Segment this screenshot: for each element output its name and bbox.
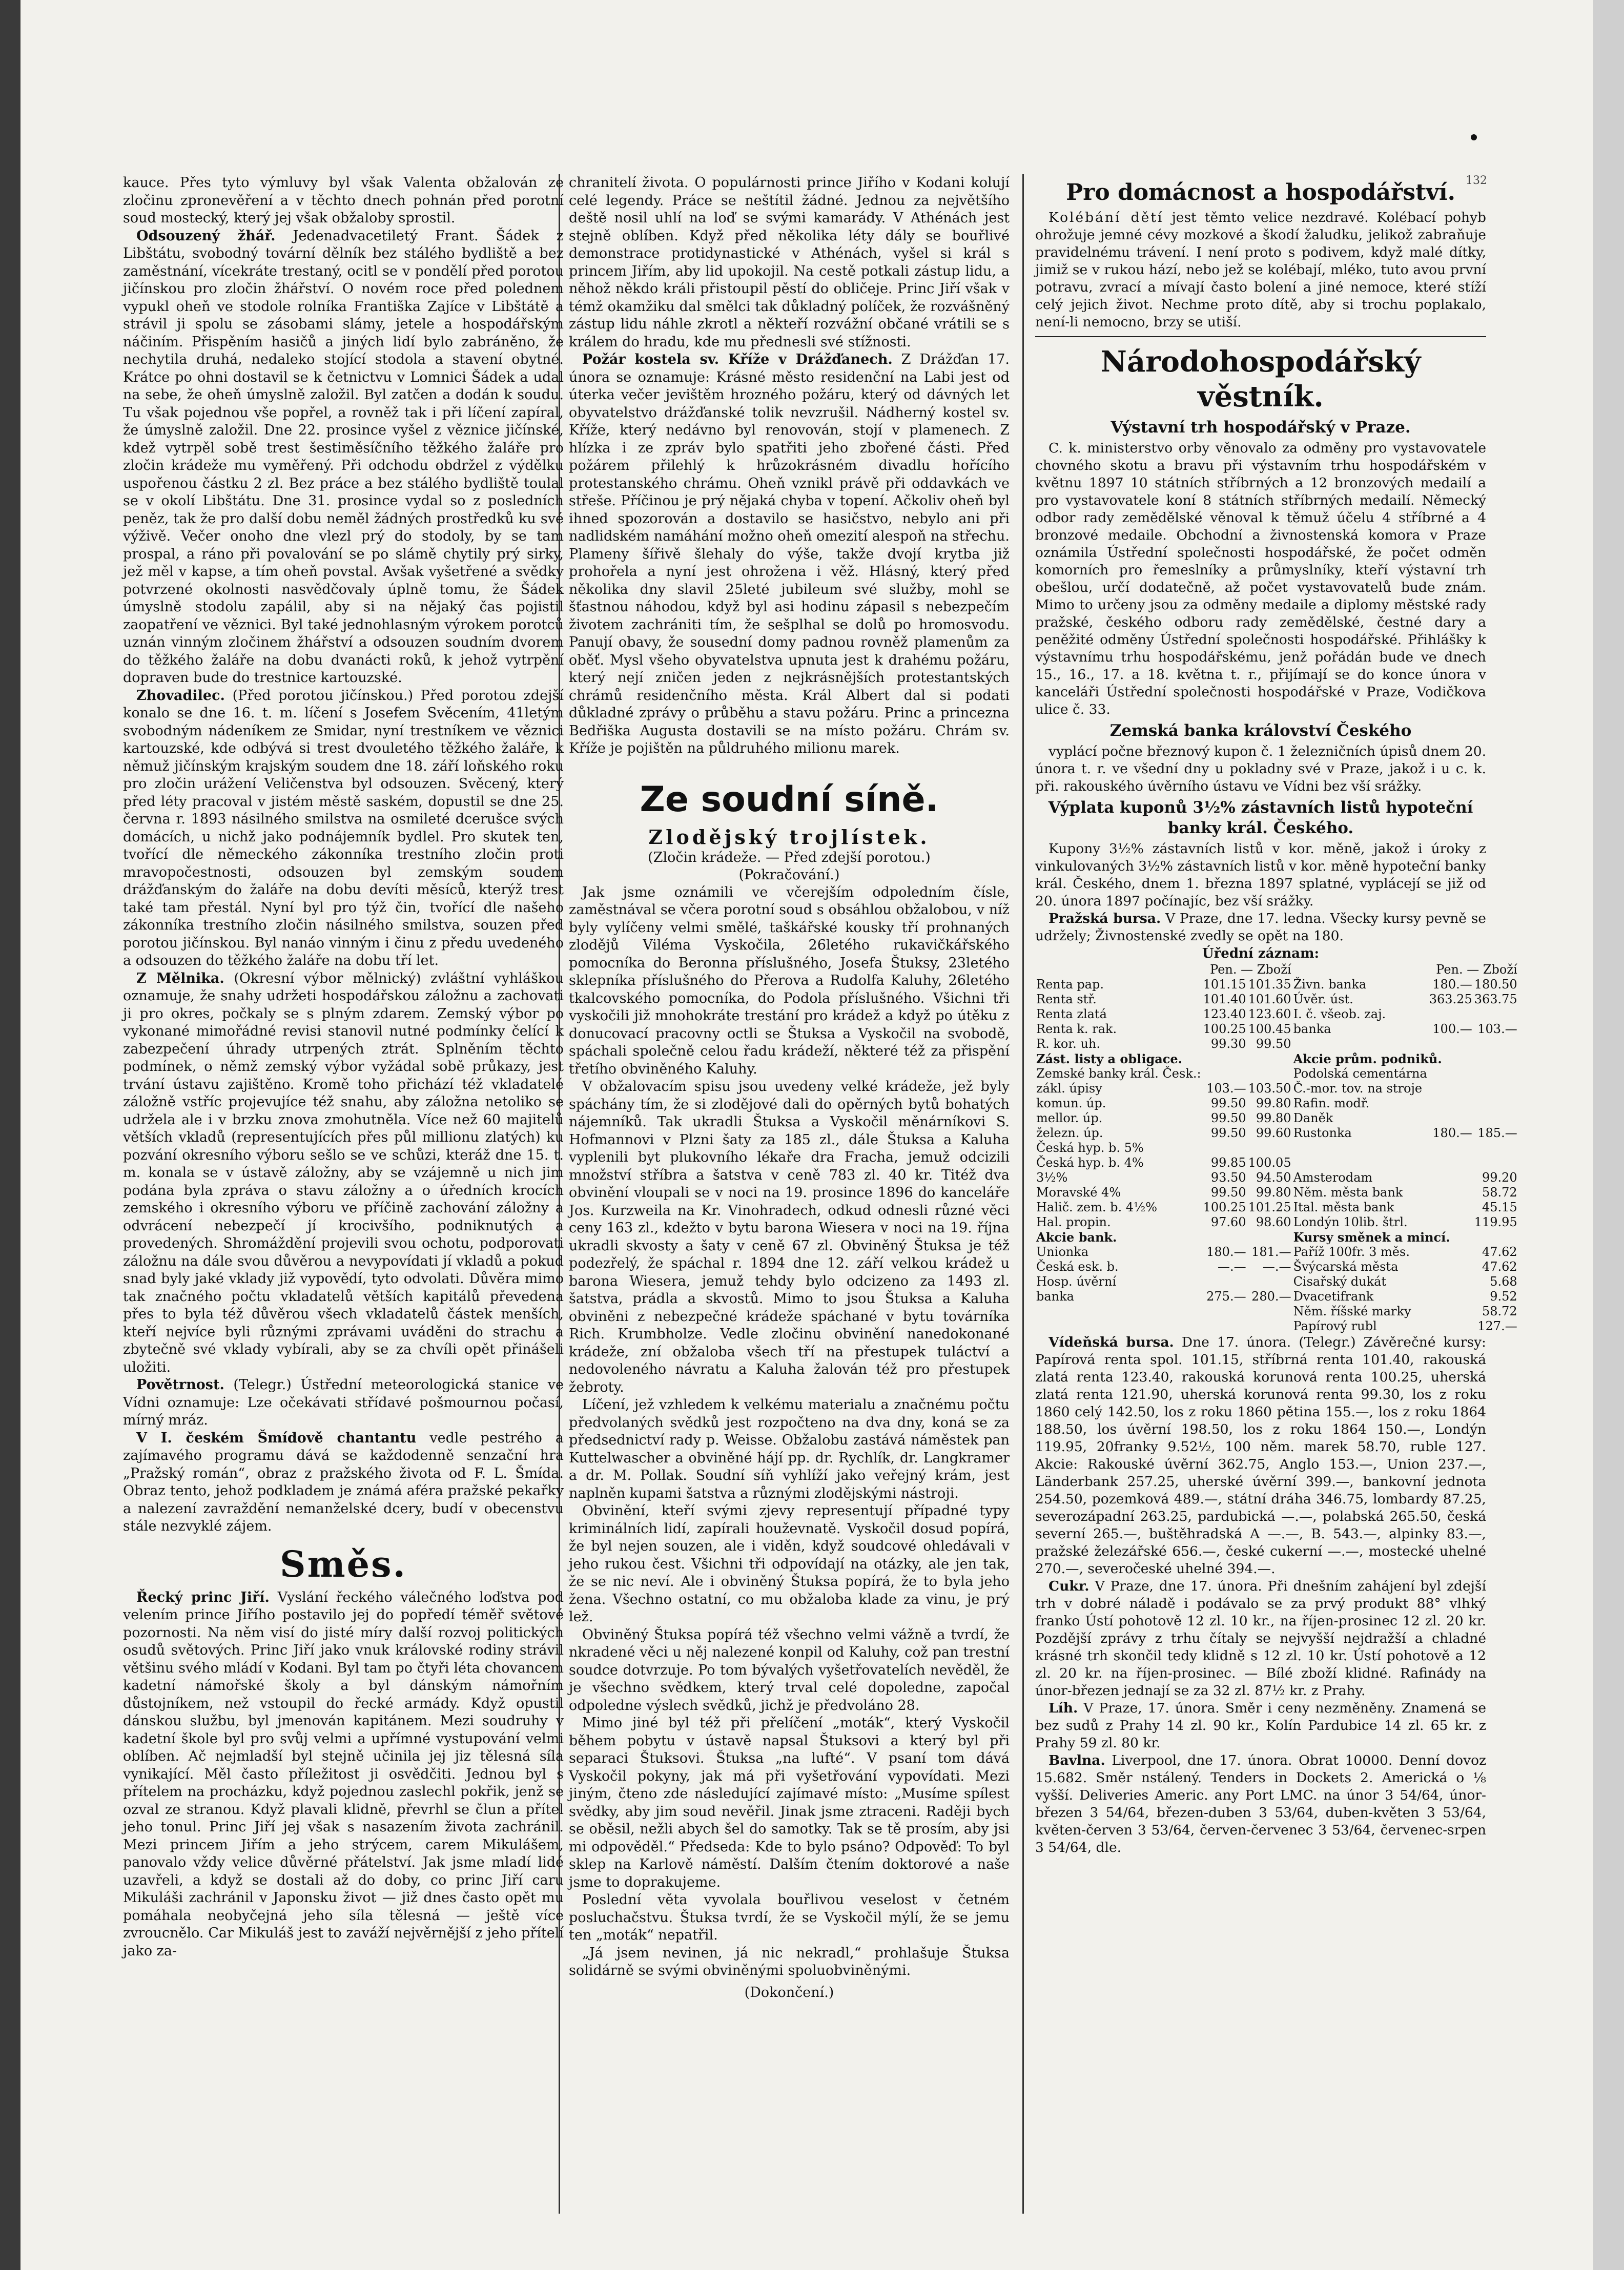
table-row [1035, 1081, 1518, 1096]
table-cell: 185.— [1477, 1126, 1517, 1140]
table-cell: 9.52 [1490, 1289, 1517, 1304]
table-body [1035, 1066, 1518, 1230]
table-cell [1473, 1037, 1518, 1051]
article-body: V Praze, 17. února. Směr i ceny nezměněny. Znamená se bez sudů z Prahy 14 zl. 90 kr., Kolín Pardubice 14 zl. 65 kr. z Prahy 59 zl. 80 kr. [1035, 1700, 1486, 1751]
article-princ-jiri [123, 1589, 564, 1961]
table-cell: 100.— [1432, 1022, 1472, 1036]
table-cell: Hosp. úvěrní [1036, 1274, 1117, 1289]
table-cell: 99.50 [1210, 1126, 1246, 1140]
page-number: 132 [1466, 174, 1487, 187]
table-row [1035, 1304, 1518, 1319]
table-cell: —.— [1217, 1260, 1246, 1274]
table-cell: Londýn 10lib. štrl. [1293, 1215, 1408, 1229]
column-header: Pen. — Zboží [1210, 962, 1291, 977]
table-cell: 275.— [1206, 1289, 1246, 1304]
table-cell: Č.-mor. tov. na stroje [1293, 1081, 1423, 1096]
article-body: Liverpool, dne 17. února. Obrat 10000. Denní dovoz 15.682. Směr nstálený. Tenders in Dockets 2. Americká o ⅛ vyšší. Deliveries Americ. any Port LMC. na únor 3 54/64, únor-březen 3 54/64, březen-duben 3 53/64, duben-květen 3 53/64, květen-červen 3 53/64, červen-červenec 3 53/64, červenec-srpen 3 54/64, dle. [1035, 1752, 1486, 1855]
column-middle [569, 174, 1010, 2214]
article-lead: Povětrnost. [136, 1377, 224, 1393]
article-lead: Kolébání dětí [1049, 210, 1164, 225]
column-header: Pen. — Zboží [1436, 962, 1517, 977]
table-cell: Živn. banka [1293, 977, 1367, 992]
table-cell: 99.50 [1210, 1111, 1246, 1125]
article-lead: Řecký princ Jiří. [136, 1589, 270, 1605]
scan-right-edge [1593, 0, 1624, 2270]
article-lead: Odsouzený žhář. [136, 228, 276, 244]
paragraph: V obžalovacím spisu jsou uvedeny velké krádeže, jež byly spáchány tím, že si zlodějové dali do opěrných bytů bohatých nájemníků. Tak ukradli Štuksa a Vyskočil měnárníkovi S. Hofmannovi v Plzni šaty za 185 zl., dále Štuksa a Kaluha vyplenili byt plukovního lékaře dra Fracha, jemuž odcizili množství stříbra a šatstva v ceně 783 zl. 40 kr. Titéž dva obvinění vloupali se v noci na 19. prosince 1896 do kanceláře Jos. Kurzweila na Kr. Vinohradech, odkud odnesli různé věci ceny 163 zl., kdežto v bytu barona Wiesera v noci na 19. října ukradli skvosty a šaty v ceně 67 zl. Obviněný Štuksa je též podezřelý, že spáchal r. 1894 dne 12. září velkou krádež u barona Wiesera, jemuž tehdy bylo odcizeno za 1493 zl. šatstva, prádla a skvostů. Mimo to jsou Štuksa a Kaluha obviněni z nebezpečné krádeže spáchané v bytu továrníka Rich. Krumbholze. Vedle zločinu obvinění nanedokonané krádeže, zní obžaloba všech tří na přestupek tuláctví a nedovoleného návratu a Kaluha žalován též pro přestupek žebroty. [569, 1079, 1010, 1395]
table-row [1035, 1155, 1518, 1170]
table-cell: banka [1293, 1022, 1331, 1036]
table-cell: 58.72 [1482, 1304, 1517, 1318]
table-cell: 99.85 [1210, 1155, 1246, 1170]
table-subheading: Akcie bank. [1036, 1230, 1117, 1245]
table-cell [1247, 1274, 1292, 1289]
table-cell: komun. úp. [1036, 1096, 1106, 1110]
table-cell: 99.80 [1256, 1185, 1291, 1200]
section-heading-narodohospodarsky: Národohospodářský věstník. [1100, 345, 1421, 414]
table-cell: 97.60 [1210, 1215, 1246, 1229]
table-cell: 99.50 [1210, 1096, 1246, 1110]
section-heading-soudni-sin: Ze soudní síně. [640, 779, 939, 820]
table-cell: 99.20 [1482, 1170, 1517, 1185]
table-cell: Rafin. modř. [1293, 1096, 1370, 1110]
table-cell: 101.35 [1248, 977, 1291, 992]
table-cell: Rustonka [1293, 1126, 1352, 1140]
table-cell: 99.80 [1256, 1096, 1291, 1110]
table-heading: Úřední záznam: [1202, 946, 1320, 961]
table-cell: Papírový rubl [1293, 1319, 1377, 1333]
table-cell: 99.60 [1256, 1126, 1291, 1140]
paragraph: Kupony 3½% zástavních listů v kor. měně, jakož i úroky z vinkulovaných 3½% zástavních listů v kor. měně hypoteční banky král. Českého, dnem 1. března 1897 splatné, vyplácejí se již od 20. února 1897 počínajíc, bez vší srážky. [1035, 841, 1486, 909]
article-lead: Bavlna. [1049, 1752, 1105, 1768]
divider [1035, 336, 1486, 337]
table-cell: Cisařský dukát [1293, 1274, 1387, 1289]
table-cell: Daněk [1293, 1111, 1333, 1125]
table-cell [1428, 1155, 1473, 1170]
paragraph: C. k. ministerstvo orby věnovalo za odměny pro vystavovatele chovného skotu a bravu při výstavním trhu hospodářském v květnu 1897 10 státních stříbrných a 12 bronzových medailí a pro vystavovatele koní 8 státních stříbrných medailí. Německý odbor rady zemědělské věnoval k těmuž účelu 4 stříbrné a 4 bronzové medaile. Obchodní a živnostenská komora v Praze oznámila Ústřední společnosti hospodářské, že počet odměn komorních pro řemeslníky a průmyslníky, kteří výstavní trh obešlou, určí dodatečně, až počet vystavovatelů bude znám. Mimo to určeny jsou za odměny medaile a diplomy městské rady pražské, českého odboru rady zemědělské, čestné dary a peněžité odměny Ústřední společnosti hospodářské. Přihlášky k výstavnímu trhu hospodářskému, jenž pořádán bude ve dnech 15., 16., 17. a 18. května t. r., přijímají se do konce února v kanceláři Ústřední společnosti hospodářské v Praze, Vodičkova ulice č. 33. [1035, 440, 1486, 717]
continuation-end: (Dokončení.) [744, 1984, 834, 2000]
table-cell [1292, 1155, 1428, 1170]
table-body [1035, 1245, 1518, 1334]
ink-dot [1471, 134, 1477, 140]
article-body: V Praze, dne 17. února. Při dnešním zahájení byl zdejší trh v dobré náladě i podávalo se za prvý produkt 88° vlhký franko Ústí pohotově 12 zl. 10 kr., na říjen-prosinec 12 zl. 20 kr. Pozdější zprávy z trhu čítaly se nejvyšší nejdražší a chladné krásné trh skončil tedy klidně s 12 zl. 10 kr. Ústí pohotově a 12 zl. 20 kr. na říjen-prosinec. — Bílé zboží klidné. Rafinády na únor-březen jednají se za 32 zl. 87½ kr. z Prahy. [1035, 1578, 1486, 1699]
table-cell: 3½% [1036, 1170, 1068, 1185]
table-cell: 101.25 [1248, 1200, 1291, 1214]
table-row [1035, 1126, 1518, 1141]
table-cell: 103.50 [1248, 1081, 1291, 1096]
paragraph: Líčení, jež vzhledem k velkému materialu a značnému počtu předvolaných svědků jest rozpočteno na dva dny, koná se za předsednictví rady p. Weisse. Obžalobu zastává náměstek pan Kuttelwascher a obviněné hájí pp. dr. Rychlík, dr. Langkramer a dr. M. Pollak. Soudní síň vyhlíží jako veřejný krám, jest naplněn kupami šatstva a různými zlodějskými nástroji. [569, 1397, 1010, 1501]
table-cell: Česká hyp. b. 5% [1036, 1141, 1144, 1155]
table-row [1035, 1274, 1518, 1289]
article-lead: Cukr. [1049, 1578, 1089, 1594]
table-subhead [1035, 1051, 1518, 1066]
table-subheading: Kursy směnek a mincí. [1293, 1230, 1450, 1245]
table-cell: Amsterodam [1293, 1170, 1373, 1185]
table-cell: železn. úp. [1036, 1126, 1103, 1140]
table-cell [1428, 1289, 1473, 1304]
table-row [1035, 1022, 1518, 1037]
article-lead: Z Mělnika. [136, 970, 224, 986]
article-pozar [569, 351, 1010, 758]
table-cell: Česká hyp. b. 4% [1036, 1155, 1144, 1170]
table-cell: 119.95 [1474, 1215, 1517, 1229]
table-cell: 180.— [1432, 1126, 1472, 1140]
paragraph: vyplácí počne březnový kupon č. 1 železničních úpisů dnem 20. února t. r. ve všední dny u pokladny své v Praze, jakož i u c. k. při. rakouského úvěrního ústavu ve Vídni bez vší srážky. [1035, 744, 1486, 794]
article-body: vedle pestrého a zajímavého programu dává se každodenně senzační hra „Pražský román“, obraz z pražského života od F. L. Šmída. Obraz tento, jehož podkladem je známá aféra pražské pekařky a nalezení zavraždění nemanželské dcery, budí v obecenstvu stále nezvyklé zájem. [123, 1430, 564, 1534]
table-row [1035, 1245, 1518, 1260]
article-body: (Telegr.) Ústřední meteorologická stanice ve Vídni oznamuje: Lze očekávati střídavé pošmournou počasí, mírný mráz. [123, 1377, 564, 1428]
table-cell [1428, 1245, 1473, 1260]
table-cell: 99.80 [1256, 1111, 1291, 1125]
table-cell: 180.— [1432, 977, 1472, 992]
table-cell: Švýcarská města [1293, 1260, 1399, 1274]
table-cell [1428, 1170, 1473, 1185]
exchange-table [1035, 962, 1518, 1334]
table-cell [1035, 1319, 1202, 1334]
table-row [1035, 1066, 1518, 1081]
table-cell [1428, 1037, 1473, 1051]
paragraph [1035, 1578, 1486, 1700]
table-cell: Renta stř. [1036, 992, 1097, 1006]
table-subheading: Zást. listy a obligace. [1036, 1051, 1183, 1066]
table-cell: Česká esk. b. [1036, 1260, 1119, 1274]
table-cell: 100.05 [1248, 1155, 1291, 1170]
table-cell [1428, 1185, 1473, 1200]
paragraph: kauce. Přes tyto výmluvy byl však Valenta obžalován ze zločinu zpronevěření a v těchto dnech pohnán před porotní soud mostecký, který jej však obžaloby sprostil. [123, 175, 564, 226]
article-body: Z Drážďan 17. února se oznamuje: Krásné město residenční na Labi jest od úterka večer jevištěm hrozného požáru, který od dávných let obyvatelstvo drážďanské tolik nevzrušil. Nádherný kostel sv. Kříže, který nedávno byl renovován, stojí v plamenech. Z hlízka i ze zpráv bylo spatřiti jeho zbořené části. Před požárem přilehlý k hrůzokrásném divadlu hořícího protestanského chrámu. Oheň vznikl právě při oddavkách ve střeše. Příčinou je prý nějaká chyba v topení. Ačkoliv oheň byl ihned spozorován a dostavilo se hasičstvo, nebylo ani při nadlidském namáhání možno oheň omezití alespoň na střechu. Plameny šířivě šlehaly do výše, takže dvojí krytba již prohořela a nyní jest ohrožena i věž. Hlásný, který před několika dny slavil 25leté jubileum své služby, mohl se šťastnou náhodou, když byl asi hodinu zápasil s nebezpečím životem zachrániti tím, že sešplhal se dolů po hromosvodu. Panují obavy, že sousední domy padnou rovněž plamenům za oběť. Mysl všeho obyvatelstva upnuta jest k drahému požáru, který nejí zničen jeden z nejkrásnějších protestantských chrámů residenčního města. Král Albert dal si podati důkladné zprávy o průběhu a stavu požáru. Princ a princezna Bedřiška Augusta dostavili se na místo požáru. Chrám sv. Kříže je pojištěn na půldruhého milionu marek. [569, 352, 1010, 756]
table-cell: Úvěr. úst. [1293, 992, 1353, 1006]
table-cell [1247, 1141, 1292, 1155]
table-cell: 100.25 [1203, 1022, 1246, 1036]
table-cell: 101.60 [1248, 992, 1291, 1006]
table-cell: Podolská cementárna [1293, 1066, 1427, 1081]
section-heading-smes: Směs. [280, 1542, 407, 1585]
table-cell: 5.68 [1490, 1274, 1517, 1289]
table-row [1035, 1200, 1518, 1215]
article-lead: Požár kostela sv. Kříže v Drážďanech. [582, 352, 893, 367]
table-cell: Ital. města bank [1293, 1200, 1394, 1214]
article-subtitle: (Zločin krádeže. — Před zdejší porotou.) [648, 849, 931, 865]
table-cell: 101.15 [1203, 977, 1246, 992]
table-cell [1473, 1081, 1518, 1096]
article-lead: Zhovadilec. [136, 687, 225, 704]
table-cell: 123.60 [1248, 1007, 1291, 1021]
table-row [1035, 1007, 1518, 1022]
paragraph: Mimo jiné byl též při přelíčení „moták“, který Vyskočil během pobytu v ústavě napsal Štuksovi a který byl při separaci Štuksovi. Štuksa „na lufté“. V psaní tom dává Vyskočil pokyny, jak má při vyšetřování vypovídati. Mezi jiným, čteno zde následující zajímavé místo: „Musíme spílest svědky, aby jim soud nevěřil. Jinak jsme ztraceni. Raději bych se oběsil, nežli abych šel do samotky. Tak se tě prosím, aby jsi mi odpověděl.“ Předseda: Kde to bylo psáno? Odpověď: To byl sklep na Karlově náměstí. Dalším čtením doktorové a naše jsme to doprakujeme. [569, 1715, 1010, 1890]
table-cell: Moravské 4% [1036, 1185, 1121, 1200]
table-cell [1473, 1066, 1518, 1081]
table-cell [1428, 1274, 1473, 1289]
article-lead: Pražská bursa. [1049, 911, 1161, 926]
table-cell: Něm. města bank [1293, 1185, 1403, 1200]
table-cell [1035, 1304, 1202, 1319]
table-cell [1428, 1007, 1473, 1022]
column-left [123, 174, 564, 2214]
table-cell: 94.50 [1256, 1170, 1291, 1185]
table-subhead [1035, 1230, 1518, 1245]
article-koleban [1035, 209, 1486, 331]
subsection-heading: Výstavní trh hospodářský v Praze. [1111, 418, 1411, 437]
article-body: (Okresní výbor mělnický) zvláštní vyhláškou oznamuje, že snahy udržeti hospodářskou záložnu a zachovati ji pro okres, počkaly se s plným zdarem. Zemský výbor po vykonané mimořádné revisi stanovil nutné podmínky čelící k zabezpečení úhrady utrpených ztrát. Splněním těchto podmínek, o němž zemský výbor vyžádal sobě průkazy, jest trvání ústavu zajištěno. Kromě toho přichází též vkladatelé záložně vstříc projevujíce též snahu, aby záložna netoliko se udržela ale i v brzku znova zmohutněla. Více než 60 majitelů větších vkladů (representujících přes půl millionu zlatých) ku pozvání okresního výboru sešlo se ve schůzi, kteráž dne 15. t. m. konala se v ústavě záložny, aby se vzájemně u nich jim podána byla zpráva o stavu záložny a o úředních krocích zemského i okresního výboru ve příčině zachování záložny a odvrácení nebezpečí jí krocivšího, podniknutých a provedených. Shromáždění projevili svou ochotu, podporovati záložnu na dále svou důvěrou a nevypovídati jí vkladů a pokud snad byly jaké vklady již vypovědí, tyto odvolati. Důvěra mimo tak značného počtu vkladatelů větších kapitálů převedena přes to byla též důvěrou všech vkladatelů částek menších, kteří nejvíce byli různými zprávami uváděni do strachu a zbytečně své vklady vybírali, aby se za chvíli opět přinášeli uložiti. [123, 970, 564, 1375]
table-cell: Paříž 100fr. 3 měs. [1293, 1245, 1410, 1259]
table-cell [1473, 1111, 1518, 1126]
paragraph: „Já jsem nevinen, já nic nekradl,“ prohlašuje Štuksa solidárně se svými obviněnými spoluobviněnými. [569, 1945, 1010, 1978]
table-row [1035, 1141, 1518, 1155]
table-cell [1292, 1141, 1428, 1155]
article-body: Dne 17. února. (Telegr.) Závěrečné kursy: Papírová renta spol. 101.15, stříbrná renta 101.40, rakouská zlatá renta 123.40, rakouská korunová renta 100.25, uherská zlatá renta 121.90, uherská korunová renta 99.30, los z roku 1860 celý 142.50, los z roku 1860 pětina 155.—, los z roku 1864 188.50, los úvěrní 198.50, los z roku 1864 150.—, Londýn 119.95, 20franky 9.52½, 100 něm. marek 58.70, ruble 127. Akcie: Rakouské úvěrní 362.75, Anglo 153.—, Union 237.—, Länderbank 257.25, uherské úvěrní 399.—, bankovní jednota 254.50, pozemková 489.—, státní dráha 346.75, lombardy 87.25, severozápadní 263.25, pardubická —.—, polabská 265.50, česká severní 265.—, buštěhradská A —.—, B. 543.—, alpinky 83.—, pražské železářské 656.—, české cukerní —.—, mostecké uhelné 270.—, severočeské uhelné 394.—. [1035, 1334, 1486, 1577]
table-cell: Renta zlatá [1036, 1007, 1107, 1021]
table-row [1035, 1170, 1518, 1185]
table-subheading: Akcie prům. podniků. [1293, 1051, 1442, 1066]
table-cell [1428, 1260, 1473, 1274]
table-cell [1473, 1096, 1518, 1111]
table-cell: 99.30 [1210, 1037, 1246, 1051]
table-cell: Hal. propin. [1036, 1215, 1111, 1229]
table-cell: 280.— [1251, 1289, 1291, 1304]
table-row [1035, 1185, 1518, 1200]
table-cell: Renta pap. [1036, 977, 1104, 992]
table-cell: 99.50 [1256, 1037, 1291, 1051]
table-body [1035, 977, 1518, 1051]
table-cell [1247, 1066, 1292, 1081]
table-cell [1473, 1155, 1518, 1170]
article-chantant [123, 1430, 564, 1536]
table-cell [1473, 1007, 1518, 1022]
table-cell: 123.40 [1203, 1007, 1246, 1021]
table-cell: 99.50 [1210, 1185, 1246, 1200]
table-row [1035, 977, 1518, 992]
article-zhar [123, 228, 564, 687]
table-cell: 103.— [1206, 1081, 1246, 1096]
article-zhovadilec [123, 687, 564, 970]
table-cell: Dvacetifrank [1293, 1289, 1374, 1304]
table-cell [1428, 1066, 1473, 1081]
table-cell: Unionka [1036, 1245, 1089, 1259]
table-row [1035, 992, 1518, 1007]
table-cell [1247, 1319, 1292, 1334]
article-body: Jedenadvacetiletý Frant. Šádek z Libštátu, svobodný tovární dělník bez stálého bydliště a bez zaměstnání, vícekráte trestaný, ocitl se v pondělí před porotou jičínskou pro zločin žhářství. O novém roce před polednem vypukl oheň ve stodole rolníka Františka Zajíce v Libštátě a strávil ji spolu se zásobami slámy, jetele a hospodářským náčiním. Přispěním hasičů a jiných lidí bylo zabráněno, že nechytila druhá, nedaleko stojící stodola a stavení obytné. Krátce po ohni dostavil se k četnictvu v Lomnici Šádek a udal na sebe, že oheň úmyslně založil. Byl zatčen a dodán k soudu. Tu však pojednou vše popřel, a rovněž tak i při líčení zapíral, že úmyslně založil. Dne 22. prosince vyšel z věznice jičínské, kdež vytrpěl sobě trest šestiměsíčního těžkého žaláře pro zločin krádeže mu vyměřený. Při odchodu obdržel z výdělku uspořenou částku 2 zl. Bez práce a bez stálého bydliště toulal se v okolí Libštátu. Dne 31. prosince vydal so z posledních peněz, tak že pro další dobu neměl žádných prostředků ku své výživě. Večer onoho dne vlezl prý do stodoly, by se tam prospal, a ráno při povalování se po slámě chytily prý sirky, jež měl v kapse, a tím oheň povstal. Avšak vyšetřené a svědky potvrzené okolnosti nasvědčovaly úplně tomu, že Šádek úmyslně stodolu zapálil, aby si na nějaký čas pojistil zaopatření ve věznici. Byl také jednohlasným výrokem porotců uznán vinným zločinem žhářství a odsouzen soudním dvorem do těžkého žaláře na dobu dvanácti roků, k jehož vytrpění dopraven bude do trestnice kartouzské. [123, 228, 564, 686]
table-cell: 363.25 [1429, 992, 1472, 1006]
article-body: V Praze, dne 17. ledna. Všecky kursy pevně se udržely; Živnostenské zvedly se opět na 180. [1035, 911, 1486, 944]
scan-left-edge [0, 0, 20, 2270]
table-cell [1428, 1081, 1473, 1096]
table-row [1035, 1037, 1518, 1051]
table-cell [1202, 1304, 1247, 1319]
paragraph: Obvinění, kteří svými zjevy representují případné typy kriminálních lidí, zapírali houževnatě. Vyskočil dosud popírá, že byl nejen souzen, ale i viděn, když soudcové ohledávali v jeho rukou čest. Všichni tři odpovídají na otázky, ale jen tak, že se nic neví. Ale i obviněný Štuksa popírá, že to byla jeho žena. Všechno ostatní, co mu obžaloba klade za vinu, je prý lež. [569, 1503, 1010, 1625]
paragraph [1035, 1700, 1486, 1752]
article-body: Vyslání řeckého válečného loďstva pod velením prince Jiřího postavilo jej do popředí téměř světové pozornosti. Na něm visí do jisté míry další rozvoj politických osudů světových. Princ Jiří jako vnuk královské rodiny strávil většinu svého mládí v Kodani. Byl tam po čtyři léta chovancem kadetní námořské školy a byl dánským námořním důstojníkem, než vstoupil do řecké armády. Když opustil dánskou službu, byl jmenován kapitánem. Mezi soudruhy v kadetní škole byl pro svůj velmi a upřímné vystupování velmi oblíben. Ač nejmladší byl stejně učinila jej jiz tělesná síla vynikající. Měl často příležitost ji osvědčiti. Jednou byl s přítelem na procházku, když pojednou zaslechl pokřik, jenž se ozval ze stranou. Když plavali klidně, převrhl se člun a přítel jeho tonul. Princ Jiří jej však s nasazením života zachránil. Mezi princem Jiřím a jeho strýcem, carem Mikulášem, panovalo vždy velice důvěrné přátelství. Jak jsme mladí lidé uzavřeli, a když se dostali až do doby, co princ Jiří caru Mikuláši zachránil v Japonsku život — již dnes často opět mu pomáhala neobyčejná jeho síla tělesná — ještě více zvroucnělo. Car Mikuláš jest to zaváží nejvěrnější z jeho přítelí jako za- [123, 1589, 564, 1959]
table-cell [1292, 1037, 1428, 1051]
table-cell: 93.50 [1210, 1170, 1246, 1185]
table-cell: 100.45 [1248, 1022, 1291, 1036]
subsection-heading: Výplata kuponů 3½% zástavních listů hypoteční banky král. Českého. [1048, 798, 1473, 837]
table-cell: I. č. všeob. zaj. [1293, 1007, 1386, 1021]
article-body: jest těmto velice nezdravé. Kolébací pohyb ohrožuje jemné cévy mozkové a škodí žaludku, jelikož zabraňuje pravidelnému trávení. I není proto s podivem, když malé dítky, jimiž se v rukou hází, nebo jež se kolébají, mléko, tuto avou první potravu, zvrací a mívají často bolení a jiné nemoce, které stíží celý jejich život. Nechme proto dítě, aby si trochu poplakalo, není-li nemocno, brzy se utiší. [1035, 210, 1486, 330]
table-cell: Halič. zem. b. 4½% [1036, 1200, 1158, 1214]
table-cell: 47.62 [1482, 1260, 1517, 1274]
article-title: Zlodějský trojlístek. [648, 825, 930, 849]
table-cell: Něm. říšské marky [1293, 1304, 1411, 1318]
paragraph: Poslední věta vyvolala bouřlivou veselost v četném posluchačstvu. Štuksa tvrdí, že se Vyskočil mýlí, že se jemu ten „moták“ nepatřil. [569, 1892, 1010, 1943]
table-row [1035, 1111, 1518, 1126]
continuation-note: (Pokračování.) [738, 866, 840, 883]
table-cell: Zemské banky král. Česk.: [1036, 1066, 1201, 1081]
article-povetrnost [123, 1376, 564, 1430]
table-cell [1202, 1141, 1247, 1155]
table-header-row [1035, 962, 1518, 977]
paragraph: Jak jsme oznámili ve včerejším odpoledním čísle, zaměstnával se včera porotní soud s obsáhlou obžalobou, v níž byly vylíčeny velmi smělé, taškářské kousky tří prohnaných zlodějů Viléma Vyskočila, 26letého rukavičkářského pomocníka do Beronna příslušného, Josefa Štuksy, 23letého sklepníka příslušného do Přerova a Rudolfa Kaluhy, 26letého tkalcovského pomocníka, do Podola příslušného. Všichni tři vyskočili již mnohokráte trestání pro krádež a když po útěku z donucovací pracovny octli se Štuksa a Vyskočil na svobodě, spáchali společně celou řadu krádeží, některé též za přispění třetího obviněného Kaluhy. [569, 884, 1010, 1077]
table-cell: 363.75 [1474, 992, 1517, 1006]
paragraph [1035, 1752, 1486, 1856]
table-cell [1473, 1141, 1518, 1155]
column-rule [1022, 174, 1024, 2214]
column-right [1035, 174, 1517, 2214]
article-body: (Před porotou jičínskou.) Před porotou zdejší konalo se dne 16. t. m. líčení s Josefem Svěcením, 41letým svobodným nádeníkem ze Smidar, nyní trestníkem ve věznici kartouzské, kde odbývá si trest dvouletého těžkého žaláře, k němuž jičínským krajským soudem dne 18. září loňského roku pro zločin urážení Veličenstva byl odsouzen. Svěcený, který před léty pracoval v jistém městě saském, dopustil se dne 25. června r. 1893 násilného smilstva na osmileté dcerušce svých domácích, u nichž jako podnájemník bydlel. Pro skutek ten, tvořící dle německého zákonníka trestního zločin proti mravopočestnosti, odsouzen byl zemským soudem drážďanským do žaláře na dobu devíti měsíců, kterýž trest také tam přestál. Nyní byl pro týž čin, tvořící dle našeho zákonníka trestního zločin násilného smilstva, souzen před porotou jičínskou. Byl nanáo vinným i činu z předu uvedeného a odsouzen do těžkého žaláře na dobu tří let. [123, 687, 564, 968]
section-heading-domacnost: Pro domácnost a hospodářství. [1066, 179, 1455, 205]
subsection-heading: Zemská banka království Českého [1109, 721, 1412, 740]
table-row [1035, 1260, 1518, 1274]
table-cell: Renta k. rak. [1036, 1022, 1117, 1036]
table-cell [1202, 1274, 1247, 1289]
table-row [1035, 1215, 1518, 1230]
table-cell: 100.25 [1203, 1200, 1246, 1214]
table-cell: 180.— [1206, 1245, 1246, 1259]
article-melnik [123, 970, 564, 1377]
table-cell: 181.— [1251, 1245, 1291, 1259]
table-cell: zákl. úpisy [1036, 1081, 1102, 1096]
article-lead: Vídeňská bursa. [1049, 1334, 1174, 1350]
table-cell: —.— [1262, 1260, 1291, 1274]
table-cell [1202, 1066, 1247, 1081]
paragraph: Obviněný Štuksa popírá též všechno velmi vážně a tvrdí, že nkradené věci u něj nalezené konpil od Kaluhy, což pan trestní soudce dotvrzuje. Po tom bývalých vyšetřovatelích nevěděl, že je všechno svědkem, který trval celé dopoledne, započal odpoledne výslech svědků, jichž je předvoláno 28. [569, 1626, 1010, 1714]
table-cell: 180.50 [1474, 977, 1517, 992]
article-lead: Líh. [1049, 1700, 1078, 1716]
table-cell [1428, 1200, 1473, 1215]
table-cell [1202, 1319, 1247, 1334]
paragraph [1035, 1334, 1486, 1578]
table-cell [1428, 1141, 1473, 1155]
table-cell: 103.— [1477, 1022, 1517, 1036]
table-cell: 58.72 [1482, 1185, 1517, 1200]
paragraph [1035, 910, 1486, 945]
table-cell [1247, 1304, 1292, 1319]
table-row [1035, 1289, 1518, 1304]
article-lead: V I. českém Šmídově chantantu [136, 1430, 417, 1446]
table-row [1035, 1319, 1518, 1334]
table-cell: banka [1036, 1289, 1074, 1304]
table-cell [1428, 1319, 1473, 1334]
table-cell: 101.40 [1203, 992, 1246, 1006]
table-cell: 127.— [1477, 1319, 1517, 1333]
table-cell: 98.60 [1256, 1215, 1291, 1229]
table-cell: mellor. úp. [1036, 1111, 1103, 1125]
table-cell [1428, 1304, 1473, 1319]
table-cell [1428, 1096, 1473, 1111]
table-cell: 47.62 [1482, 1245, 1517, 1259]
table-cell: R. kor. uh. [1036, 1037, 1100, 1051]
table-cell [1428, 1111, 1473, 1126]
table-row [1035, 1096, 1518, 1111]
table-cell [1428, 1215, 1473, 1230]
table-cell: 45.15 [1482, 1200, 1517, 1214]
paragraph: chranitelí života. O populárnosti prince Jiřího v Kodani kolují celé legendy. Práce se neštítil žádné. Jednou za největšího deště nosil uhlí na loď se svými kamarády. V Athénách jest stejně oblíben. Když před několika léty dály se bouřlivé demonstrace protidynastické v Athénách, vyšel si král s princem Jiřím, aby lid upokojil. Na cestě potkali zástup lidu, a něhož někdo králi přistoupil pěstí do obličeje. Princ Jiří však v témž okamžiku dal smělci tak důkladný políček, že rozvášněný zástup lidu náhle zkrotl a někteří rozvážní občané vrátili se s králem do hradu, kde mu přednesli své stížnosti. [569, 175, 1010, 350]
